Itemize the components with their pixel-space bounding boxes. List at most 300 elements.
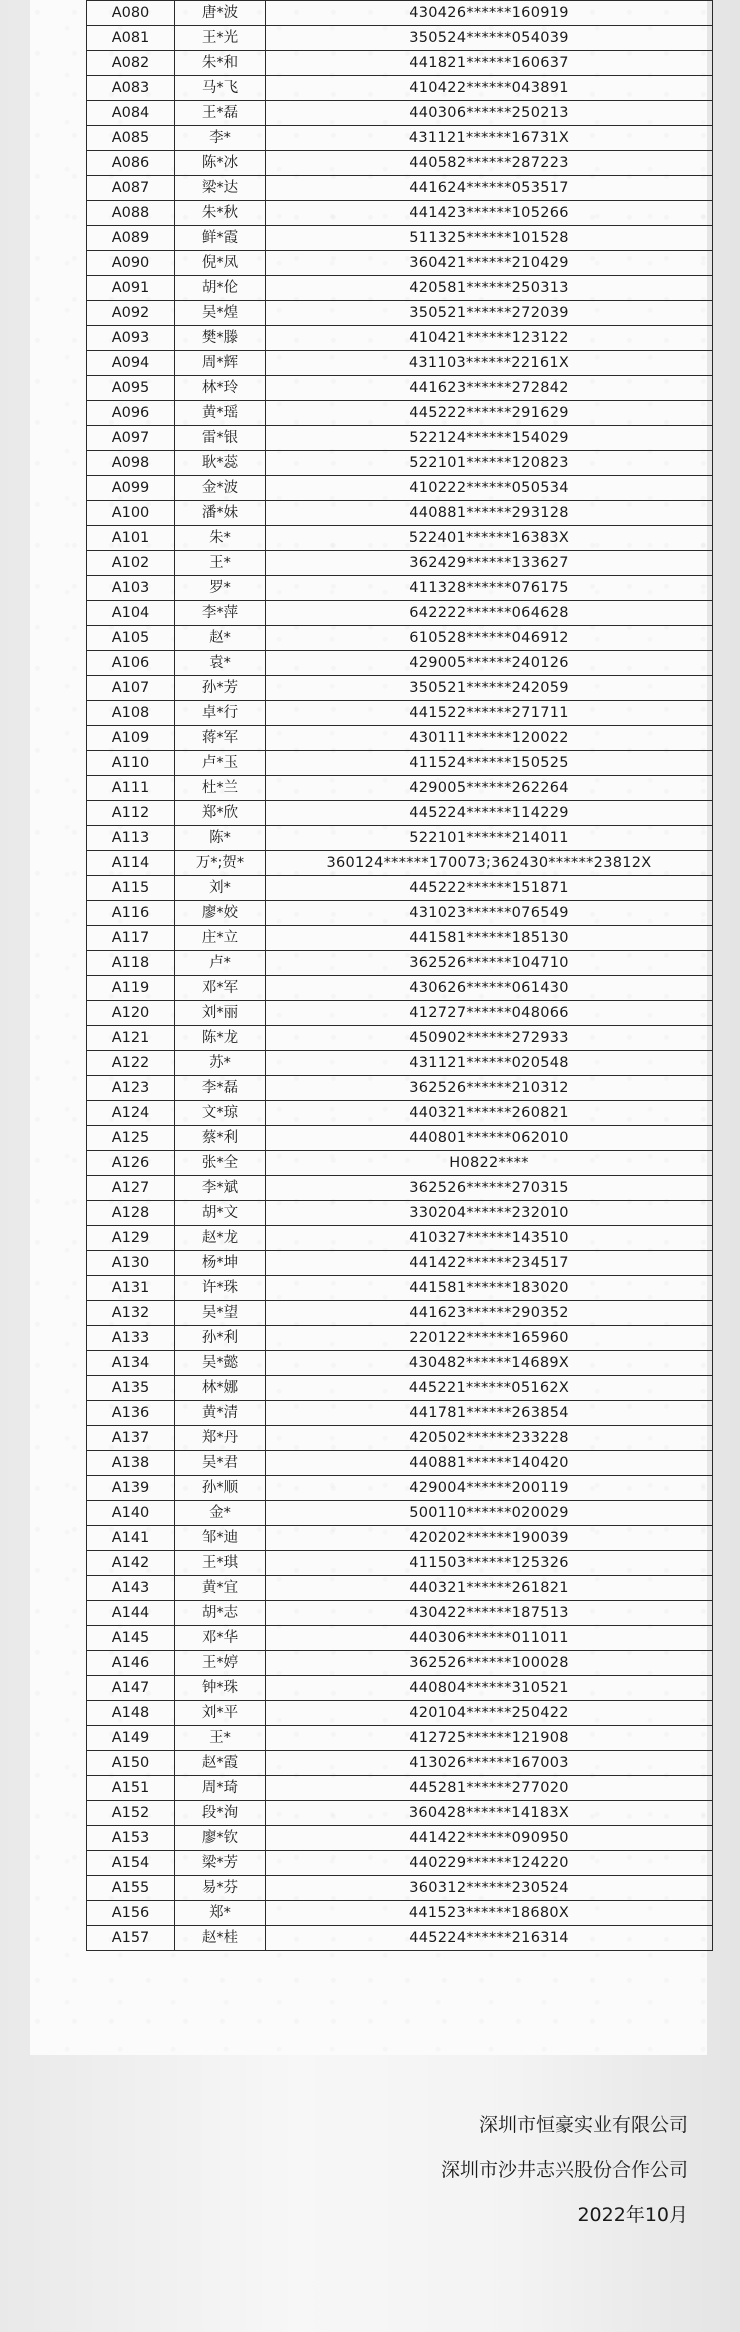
row-number: A121 (87, 1026, 175, 1051)
row-number: A109 (87, 726, 175, 751)
row-name: 赵*桂 (175, 1926, 266, 1951)
row-number: A097 (87, 426, 175, 451)
row-name: 苏* (175, 1051, 266, 1076)
table-row (87, 1801, 713, 1826)
row-name: 朱* (175, 526, 266, 551)
table-row (87, 376, 713, 401)
table-row (87, 826, 713, 851)
row-id-number: 610528******046912 (266, 626, 713, 651)
table-row (87, 801, 713, 826)
row-id-number: 362526******210312 (266, 1076, 713, 1101)
row-id-number: 430482******14689X (266, 1351, 713, 1376)
row-number: A153 (87, 1826, 175, 1851)
row-number: A087 (87, 176, 175, 201)
row-number: A149 (87, 1726, 175, 1751)
row-id-number: 441624******053517 (266, 176, 713, 201)
table-row (87, 226, 713, 251)
table-row (87, 601, 713, 626)
table-row (87, 176, 713, 201)
row-id-number: 445224******114229 (266, 801, 713, 826)
row-id-number: 441422******234517 (266, 1251, 713, 1276)
row-number: A138 (87, 1451, 175, 1476)
row-name: 卢*玉 (175, 751, 266, 776)
row-id-number: 450902******272933 (266, 1026, 713, 1051)
row-number: A132 (87, 1301, 175, 1326)
row-number: A101 (87, 526, 175, 551)
row-id-number: 350521******242059 (266, 676, 713, 701)
row-name: 邹*迪 (175, 1526, 266, 1551)
table-row (87, 1526, 713, 1551)
table-row (87, 1001, 713, 1026)
row-id-number: 429004******200119 (266, 1476, 713, 1501)
row-id-number: 350524******054039 (266, 26, 713, 51)
row-name: 李*磊 (175, 1076, 266, 1101)
table-row (87, 1426, 713, 1451)
row-name: 王*光 (175, 26, 266, 51)
row-id-number: 440306******011011 (266, 1626, 713, 1651)
row-number: A131 (87, 1276, 175, 1301)
table-row (87, 1926, 713, 1951)
row-id-number: 411524******150525 (266, 751, 713, 776)
row-id-number: 441423******105266 (266, 201, 713, 226)
row-number: A120 (87, 1001, 175, 1026)
row-number: A130 (87, 1251, 175, 1276)
row-id-number: 440321******261821 (266, 1576, 713, 1601)
table-row (87, 651, 713, 676)
row-name: 梁*达 (175, 176, 266, 201)
row-id-number: 440801******062010 (266, 1126, 713, 1151)
row-number: A095 (87, 376, 175, 401)
table-row (87, 576, 713, 601)
row-name: 耿*蕊 (175, 451, 266, 476)
row-number: A141 (87, 1526, 175, 1551)
row-number: A118 (87, 951, 175, 976)
row-name: 梁*芳 (175, 1851, 266, 1876)
row-name: 许*珠 (175, 1276, 266, 1301)
table-row (87, 1876, 713, 1901)
row-name: 孙*芳 (175, 676, 266, 701)
row-number: A116 (87, 901, 175, 926)
row-id-number: 360428******14183X (266, 1801, 713, 1826)
row-number: A090 (87, 251, 175, 276)
table-row (87, 1301, 713, 1326)
row-number: A150 (87, 1751, 175, 1776)
row-name: 王*琪 (175, 1551, 266, 1576)
row-name: 王* (175, 1726, 266, 1751)
row-number: A103 (87, 576, 175, 601)
row-number: A099 (87, 476, 175, 501)
row-id-number: 410421******123122 (266, 326, 713, 351)
row-number: A155 (87, 1876, 175, 1901)
row-number: A143 (87, 1576, 175, 1601)
row-id-number: 430111******120022 (266, 726, 713, 751)
row-number: A127 (87, 1176, 175, 1201)
row-number: A134 (87, 1351, 175, 1376)
row-number: A105 (87, 626, 175, 651)
row-id-number: 413026******167003 (266, 1751, 713, 1776)
row-id-number: 362526******270315 (266, 1176, 713, 1201)
row-name: 杨*坤 (175, 1251, 266, 1276)
table-row (87, 51, 713, 76)
row-number: A124 (87, 1101, 175, 1126)
row-id-number: 431103******22161X (266, 351, 713, 376)
row-number: A093 (87, 326, 175, 351)
row-name: 王* (175, 551, 266, 576)
row-id-number: 522401******16383X (266, 526, 713, 551)
table-row (87, 1201, 713, 1226)
table-row (87, 1126, 713, 1151)
row-id-number: 522124******154029 (266, 426, 713, 451)
row-id-number: 412727******048066 (266, 1001, 713, 1026)
row-number: A140 (87, 1501, 175, 1526)
row-name: 李*萍 (175, 601, 266, 626)
table-row (87, 1451, 713, 1476)
row-name: 邓*军 (175, 976, 266, 1001)
table-row (87, 526, 713, 551)
table-row (87, 276, 713, 301)
row-name: 蔡*利 (175, 1126, 266, 1151)
row-name: 袁* (175, 651, 266, 676)
row-id-number: 441623******272842 (266, 376, 713, 401)
table-row (87, 901, 713, 926)
row-name: 黄*瑶 (175, 401, 266, 426)
document-paper (30, 0, 707, 2055)
table-row (87, 1501, 713, 1526)
row-id-number: 440881******293128 (266, 501, 713, 526)
table-row (87, 301, 713, 326)
row-id-number: 410327******143510 (266, 1226, 713, 1251)
row-number: A123 (87, 1076, 175, 1101)
row-number: A094 (87, 351, 175, 376)
row-number: A145 (87, 1626, 175, 1651)
table-row (87, 726, 713, 751)
row-name: 郑*欣 (175, 801, 266, 826)
table-row (87, 1101, 713, 1126)
row-name: 文*琼 (175, 1101, 266, 1126)
row-id-number: 430422******187513 (266, 1601, 713, 1626)
row-number: A085 (87, 126, 175, 151)
row-number: A139 (87, 1476, 175, 1501)
table-row (87, 1751, 713, 1776)
roster-table (86, 0, 713, 1951)
row-name: 杜*兰 (175, 776, 266, 801)
row-id-number: 429005******262264 (266, 776, 713, 801)
row-id-number: 441623******290352 (266, 1301, 713, 1326)
row-name: 刘*丽 (175, 1001, 266, 1026)
row-name: 吴*煌 (175, 301, 266, 326)
row-name: 唐*波 (175, 1, 266, 26)
row-name: 陈*冰 (175, 151, 266, 176)
table-row (87, 1226, 713, 1251)
table-row (87, 201, 713, 226)
row-id-number: 429005******240126 (266, 651, 713, 676)
row-name: 马*飞 (175, 76, 266, 101)
row-name: 赵*龙 (175, 1226, 266, 1251)
row-name: 雷*银 (175, 426, 266, 451)
company-name-1: 深圳市恒豪实业有限公司 (478, 2114, 688, 2136)
row-name: 金*波 (175, 476, 266, 501)
row-number: A111 (87, 776, 175, 801)
row-number: A148 (87, 1701, 175, 1726)
row-name: 黄*清 (175, 1401, 266, 1426)
row-number: A106 (87, 651, 175, 676)
table-row (87, 1676, 713, 1701)
row-name: 黄*宜 (175, 1576, 266, 1601)
row-number: A128 (87, 1201, 175, 1226)
table-row (87, 351, 713, 376)
row-id-number: 441821******160637 (266, 51, 713, 76)
row-name: 吴*君 (175, 1451, 266, 1476)
row-number: A119 (87, 976, 175, 1001)
row-number: A110 (87, 751, 175, 776)
row-id-number: 522101******214011 (266, 826, 713, 851)
row-name: 樊*滕 (175, 326, 266, 351)
table-row (87, 1251, 713, 1276)
row-name: 周*琦 (175, 1776, 266, 1801)
table-row (87, 926, 713, 951)
row-number: A146 (87, 1651, 175, 1676)
row-id-number: 511325******101528 (266, 226, 713, 251)
row-name: 吴*懿 (175, 1351, 266, 1376)
row-id-number: 445224******216314 (266, 1926, 713, 1951)
table-row (87, 1726, 713, 1751)
row-number: A089 (87, 226, 175, 251)
row-number: A104 (87, 601, 175, 626)
row-name: 胡*志 (175, 1601, 266, 1626)
table-row (87, 1651, 713, 1676)
row-name: 林*娜 (175, 1376, 266, 1401)
row-id-number: 500110******020029 (266, 1501, 713, 1526)
row-name: 廖*钦 (175, 1826, 266, 1851)
row-id-number: 441523******18680X (266, 1901, 713, 1926)
row-number: A137 (87, 1426, 175, 1451)
row-name: 李*斌 (175, 1176, 266, 1201)
row-number: A091 (87, 276, 175, 301)
row-id-number: 420104******250422 (266, 1701, 713, 1726)
table-row (87, 1701, 713, 1726)
row-id-number: 362429******133627 (266, 551, 713, 576)
table-row (87, 1026, 713, 1051)
table-row (87, 876, 713, 901)
row-number: A122 (87, 1051, 175, 1076)
table-row (87, 326, 713, 351)
row-name: 卢* (175, 951, 266, 976)
roster-body (87, 1, 713, 1951)
row-number: A125 (87, 1126, 175, 1151)
table-row (87, 451, 713, 476)
row-number: A144 (87, 1601, 175, 1626)
table-row (87, 1576, 713, 1601)
row-id-number: 430426******160919 (266, 1, 713, 26)
row-name: 廖*姣 (175, 901, 266, 926)
row-id-number: 362526******100028 (266, 1651, 713, 1676)
row-number: A082 (87, 51, 175, 76)
table-row (87, 1401, 713, 1426)
table-row (87, 1901, 713, 1926)
table-row (87, 101, 713, 126)
row-id-number: 410422******043891 (266, 76, 713, 101)
table-row (87, 851, 713, 876)
table-row (87, 1, 713, 26)
row-id-number: 431023******076549 (266, 901, 713, 926)
row-name: 罗* (175, 576, 266, 601)
row-number: A080 (87, 1, 175, 26)
table-row (87, 151, 713, 176)
row-id-number: 411503******125326 (266, 1551, 713, 1576)
row-number: A088 (87, 201, 175, 226)
table-row (87, 1051, 713, 1076)
row-id-number: 642222******064628 (266, 601, 713, 626)
row-number: A152 (87, 1801, 175, 1826)
row-number: A154 (87, 1851, 175, 1876)
row-id-number: 420581******250313 (266, 276, 713, 301)
table-row (87, 426, 713, 451)
row-number: A157 (87, 1926, 175, 1951)
row-name: 刘* (175, 876, 266, 901)
row-id-number: 362526******104710 (266, 951, 713, 976)
row-number: A092 (87, 301, 175, 326)
row-name: 王*婷 (175, 1651, 266, 1676)
row-name: 孙*利 (175, 1326, 266, 1351)
row-id-number: 445222******151871 (266, 876, 713, 901)
row-name: 赵*霞 (175, 1751, 266, 1776)
row-name: 郑*丹 (175, 1426, 266, 1451)
table-row (87, 626, 713, 651)
row-id-number: 360312******230524 (266, 1876, 713, 1901)
table-row (87, 1276, 713, 1301)
table-row (87, 951, 713, 976)
row-id-number: 445222******291629 (266, 401, 713, 426)
row-name: 倪*凤 (175, 251, 266, 276)
row-number: A117 (87, 926, 175, 951)
row-number: A133 (87, 1326, 175, 1351)
row-number: A107 (87, 676, 175, 701)
row-number: A135 (87, 1376, 175, 1401)
table-row (87, 1776, 713, 1801)
row-id-number: 420202******190039 (266, 1526, 713, 1551)
row-number: A126 (87, 1151, 175, 1176)
row-id-number: 440804******310521 (266, 1676, 713, 1701)
row-number: A113 (87, 826, 175, 851)
row-name: 鲜*霞 (175, 226, 266, 251)
table-row (87, 501, 713, 526)
row-id-number: 410222******050534 (266, 476, 713, 501)
row-name: 段*洵 (175, 1801, 266, 1826)
row-name: 金* (175, 1501, 266, 1526)
row-number: A151 (87, 1776, 175, 1801)
row-id-number: 441422******090950 (266, 1826, 713, 1851)
row-number: A147 (87, 1676, 175, 1701)
row-id-number: 220122******165960 (266, 1326, 713, 1351)
row-id-number: 412725******121908 (266, 1726, 713, 1751)
row-id-number: 441581******183020 (266, 1276, 713, 1301)
row-number: A112 (87, 801, 175, 826)
row-number: A096 (87, 401, 175, 426)
row-id-number: 360124******170073;362430******23812X (266, 851, 713, 876)
row-id-number: 431121******020548 (266, 1051, 713, 1076)
row-number: A083 (87, 76, 175, 101)
row-name: 胡*文 (175, 1201, 266, 1226)
table-row (87, 1151, 713, 1176)
row-name: 朱*秋 (175, 201, 266, 226)
row-id-number: 360421******210429 (266, 251, 713, 276)
row-name: 吴*望 (175, 1301, 266, 1326)
table-row (87, 1176, 713, 1201)
row-name: 林*玲 (175, 376, 266, 401)
row-number: A114 (87, 851, 175, 876)
table-row (87, 1851, 713, 1876)
table-row (87, 126, 713, 151)
row-name: 刘*平 (175, 1701, 266, 1726)
row-id-number: 522101******120823 (266, 451, 713, 476)
row-name: 郑* (175, 1901, 266, 1926)
row-name: 陈* (175, 826, 266, 851)
table-row (87, 1326, 713, 1351)
table-row (87, 551, 713, 576)
row-id-number: 430626******061430 (266, 976, 713, 1001)
row-id-number: 431121******16731X (266, 126, 713, 151)
row-name: 孙*顺 (175, 1476, 266, 1501)
row-name: 周*辉 (175, 351, 266, 376)
table-row (87, 1476, 713, 1501)
row-name: 王*磊 (175, 101, 266, 126)
row-name: 卓*行 (175, 701, 266, 726)
table-row (87, 401, 713, 426)
row-number: A129 (87, 1226, 175, 1251)
row-id-number: 445221******05162X (266, 1376, 713, 1401)
row-id-number: 440582******287223 (266, 151, 713, 176)
company-name-2: 深圳市沙井志兴股份合作公司 (440, 2159, 688, 2181)
row-number: A108 (87, 701, 175, 726)
table-row (87, 1601, 713, 1626)
row-id-number: 350521******272039 (266, 301, 713, 326)
table-row (87, 1076, 713, 1101)
row-number: A081 (87, 26, 175, 51)
row-name: 李* (175, 126, 266, 151)
row-id-number: 411328******076175 (266, 576, 713, 601)
row-id-number: 440881******140420 (266, 1451, 713, 1476)
table-row (87, 476, 713, 501)
row-name: 胡*伦 (175, 276, 266, 301)
row-id-number: 420502******233228 (266, 1426, 713, 1451)
row-id-number: 330204******232010 (266, 1201, 713, 1226)
row-number: A084 (87, 101, 175, 126)
row-number: A098 (87, 451, 175, 476)
row-name: 潘*妹 (175, 501, 266, 526)
document-date: 2022年10月 (577, 2204, 688, 2226)
row-number: A086 (87, 151, 175, 176)
row-name: 赵* (175, 626, 266, 651)
row-id-number: 441581******185130 (266, 926, 713, 951)
table-row (87, 251, 713, 276)
table-row (87, 776, 713, 801)
table-row (87, 976, 713, 1001)
row-name: 易*芬 (175, 1876, 266, 1901)
table-row (87, 26, 713, 51)
table-row (87, 1351, 713, 1376)
table-row (87, 76, 713, 101)
table-row (87, 751, 713, 776)
row-name: 庄*立 (175, 926, 266, 951)
table-row (87, 676, 713, 701)
row-number: A142 (87, 1551, 175, 1576)
table-row (87, 1826, 713, 1851)
row-number: A102 (87, 551, 175, 576)
row-number: A136 (87, 1401, 175, 1426)
row-id-number: 445281******277020 (266, 1776, 713, 1801)
row-name: 蒋*军 (175, 726, 266, 751)
row-id-number: 440306******250213 (266, 101, 713, 126)
